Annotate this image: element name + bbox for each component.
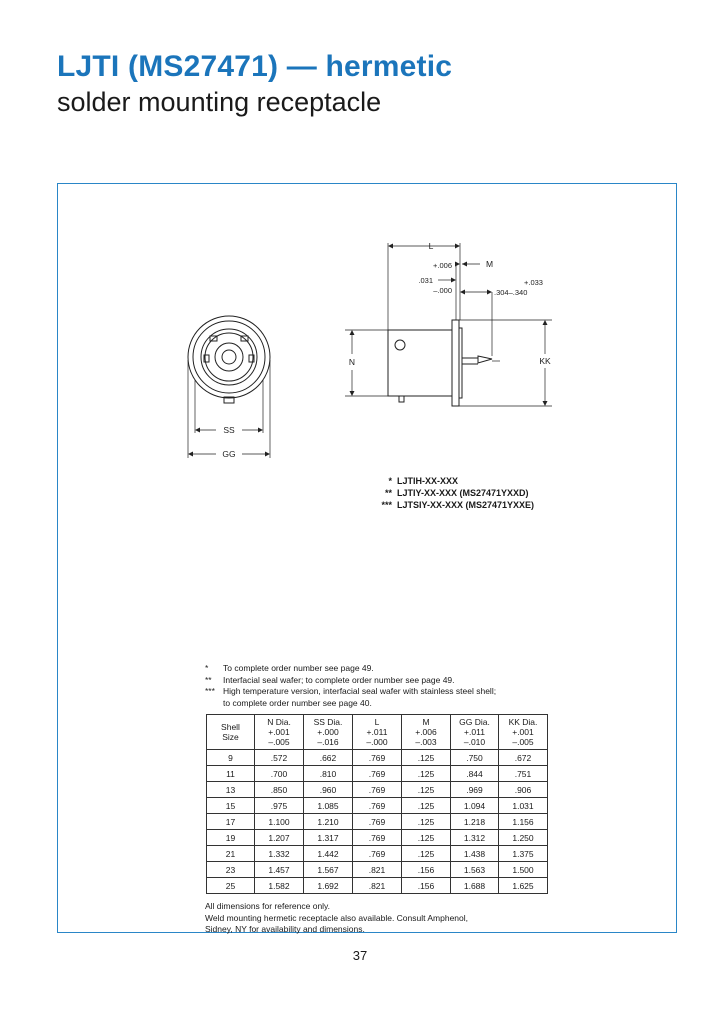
table-cell: 9 (207, 750, 255, 766)
table-cell: .750 (451, 750, 499, 766)
note-mark: * (205, 663, 209, 673)
table-row (207, 830, 548, 846)
ss-label: SS (223, 425, 235, 435)
table-cell: 1.692 (304, 878, 353, 894)
order-code-mark: *** (381, 500, 392, 510)
table-cell: 1.457 (255, 862, 304, 878)
gg-label: GG (222, 449, 236, 459)
table-cell: 11 (207, 766, 255, 782)
table-row (207, 862, 548, 878)
table-cell: .769 (353, 750, 402, 766)
l-label: L (428, 241, 434, 251)
order-code-row (360, 499, 534, 511)
table-row (207, 766, 548, 782)
footnote: All dimensions for reference only. (205, 901, 331, 911)
page-number: 37 (352, 948, 368, 963)
note-mark (205, 698, 223, 710)
m-label: M (486, 259, 494, 269)
table-cell: 1.250 (499, 830, 548, 846)
header-m: M +.006 –.003 (402, 715, 451, 750)
n-label: N (348, 357, 356, 367)
table-cell: .572 (255, 750, 304, 766)
table-cell: .821 (353, 862, 402, 878)
table-cell: .769 (353, 830, 402, 846)
table-cell: 25 (207, 878, 255, 894)
table-cell: .975 (255, 798, 304, 814)
page-title: LJTI (MS27471) — hermetic (57, 50, 453, 83)
table-cell: 1.582 (255, 878, 304, 894)
table-cell: .156 (402, 878, 451, 894)
dimension-table (206, 714, 548, 894)
table-cell: .850 (255, 782, 304, 798)
note-mark: ** (205, 674, 212, 685)
table-cell: 13 (207, 782, 255, 798)
order-code-row (360, 475, 534, 487)
table-cell: 1.563 (451, 862, 499, 878)
table-cell: .769 (353, 846, 402, 862)
note-text: High temperature version, interfacial seal wafer with stainless steel shell; (223, 686, 497, 696)
table-cell: 19 (207, 830, 255, 846)
table-cell: .125 (402, 782, 451, 798)
table-cell: .125 (402, 766, 451, 782)
table-cell: .700 (255, 766, 304, 782)
table-cell: .844 (451, 766, 499, 782)
header-shell-size: Shell Size (207, 715, 255, 750)
table-cell: 1.207 (255, 830, 304, 846)
kk-label: KK (539, 356, 551, 366)
table-cell: .769 (353, 766, 402, 782)
note-row (205, 686, 496, 698)
header-ss-dia: SS Dia. +.000 –.016 (304, 715, 353, 750)
table-cell: 17 (207, 814, 255, 830)
front-view (188, 316, 270, 458)
table-cell: 15 (207, 798, 255, 814)
table-cell: .906 (499, 782, 548, 798)
table-cell: 1.218 (451, 814, 499, 830)
table-cell: 1.156 (499, 814, 548, 830)
table-cell: 1.567 (304, 862, 353, 878)
table-cell: 1.317 (304, 830, 353, 846)
table-cell: 1.094 (451, 798, 499, 814)
table-cell: 21 (207, 846, 255, 862)
table-cell: 1.500 (499, 862, 548, 878)
table-cell: .810 (304, 766, 353, 782)
table-cell: .769 (353, 798, 402, 814)
pin-tol-plus: +.033 (524, 278, 543, 287)
order-notes (205, 663, 496, 709)
table-cell: 1.438 (451, 846, 499, 862)
table-header-row (207, 715, 548, 750)
order-code-mark: ** (384, 488, 392, 498)
table-cell: 1.210 (304, 814, 353, 830)
table-cell: 1.031 (499, 798, 548, 814)
table-cell: .769 (353, 782, 402, 798)
technical-drawing (0, 0, 720, 470)
table-cell: .125 (402, 846, 451, 862)
note-text: to complete order number see page 40. (223, 697, 372, 708)
footnotes (205, 901, 468, 936)
header-kk-dia: KK Dia. +.001 –.005 (499, 715, 548, 750)
table-cell: 23 (207, 862, 255, 878)
header-l: L +.011 –.000 (353, 715, 402, 750)
table-cell: 1.375 (499, 846, 548, 862)
tol-nominal: .031 (418, 276, 433, 285)
table-cell: .125 (402, 830, 451, 846)
footnote: Sidney, NY for availability and dimensions. (205, 924, 365, 934)
table-cell: .125 (402, 798, 451, 814)
table-cell: .960 (304, 782, 353, 798)
table-cell: 1.100 (255, 814, 304, 830)
order-code-row (360, 487, 534, 499)
table-row (207, 798, 548, 814)
order-code: LJTIH-XX-XXX (397, 476, 459, 486)
note-mark: *** (205, 686, 215, 696)
note-text: Interfacial seal wafer; to complete order number see page 49. (223, 674, 455, 685)
table-cell: .821 (353, 878, 402, 894)
table-row (207, 750, 548, 766)
table-row (207, 878, 548, 894)
order-code: LJTSIY-XX-XXX (MS27471YXXE) (397, 500, 535, 510)
page-subtitle: solder mounting receptacle (57, 87, 382, 117)
tol-plus: +.006 (433, 261, 452, 270)
table-cell: 1.688 (451, 878, 499, 894)
footnote: Weld mounting hermetic receptacle also available. Consult Amphenol, (205, 912, 469, 923)
table-cell: .125 (402, 814, 451, 830)
table-row (207, 782, 548, 798)
tol-minus: –.000 (433, 286, 452, 295)
header-gg-dia: GG Dia. +.011 –.010 (451, 715, 499, 750)
table-cell: .769 (353, 814, 402, 830)
table-cell: .751 (499, 766, 548, 782)
order-codes (360, 475, 534, 511)
table-row (207, 846, 548, 862)
table-cell: .672 (499, 750, 548, 766)
table-row (207, 814, 548, 830)
note-row (205, 663, 496, 675)
table-cell: 1.625 (499, 878, 548, 894)
table-body (207, 750, 548, 894)
table-cell: .662 (304, 750, 353, 766)
table-cell: .156 (402, 862, 451, 878)
table-cell: 1.442 (304, 846, 353, 862)
note-row (205, 698, 496, 710)
table-cell: .125 (402, 750, 451, 766)
table-cell: .969 (451, 782, 499, 798)
note-text: To complete order number see page 49. (223, 663, 374, 673)
table-cell: 1.332 (255, 846, 304, 862)
table-cell: 1.085 (304, 798, 353, 814)
order-code-mark: * (388, 476, 392, 486)
note-row (205, 675, 496, 687)
table-cell: 1.312 (451, 830, 499, 846)
header-n-dia: N Dia. +.001 –.005 (255, 715, 304, 750)
pin-dim: .304–.340 (494, 288, 528, 297)
order-code: LJTIY-XX-XXX (MS27471YXXD) (397, 488, 529, 498)
